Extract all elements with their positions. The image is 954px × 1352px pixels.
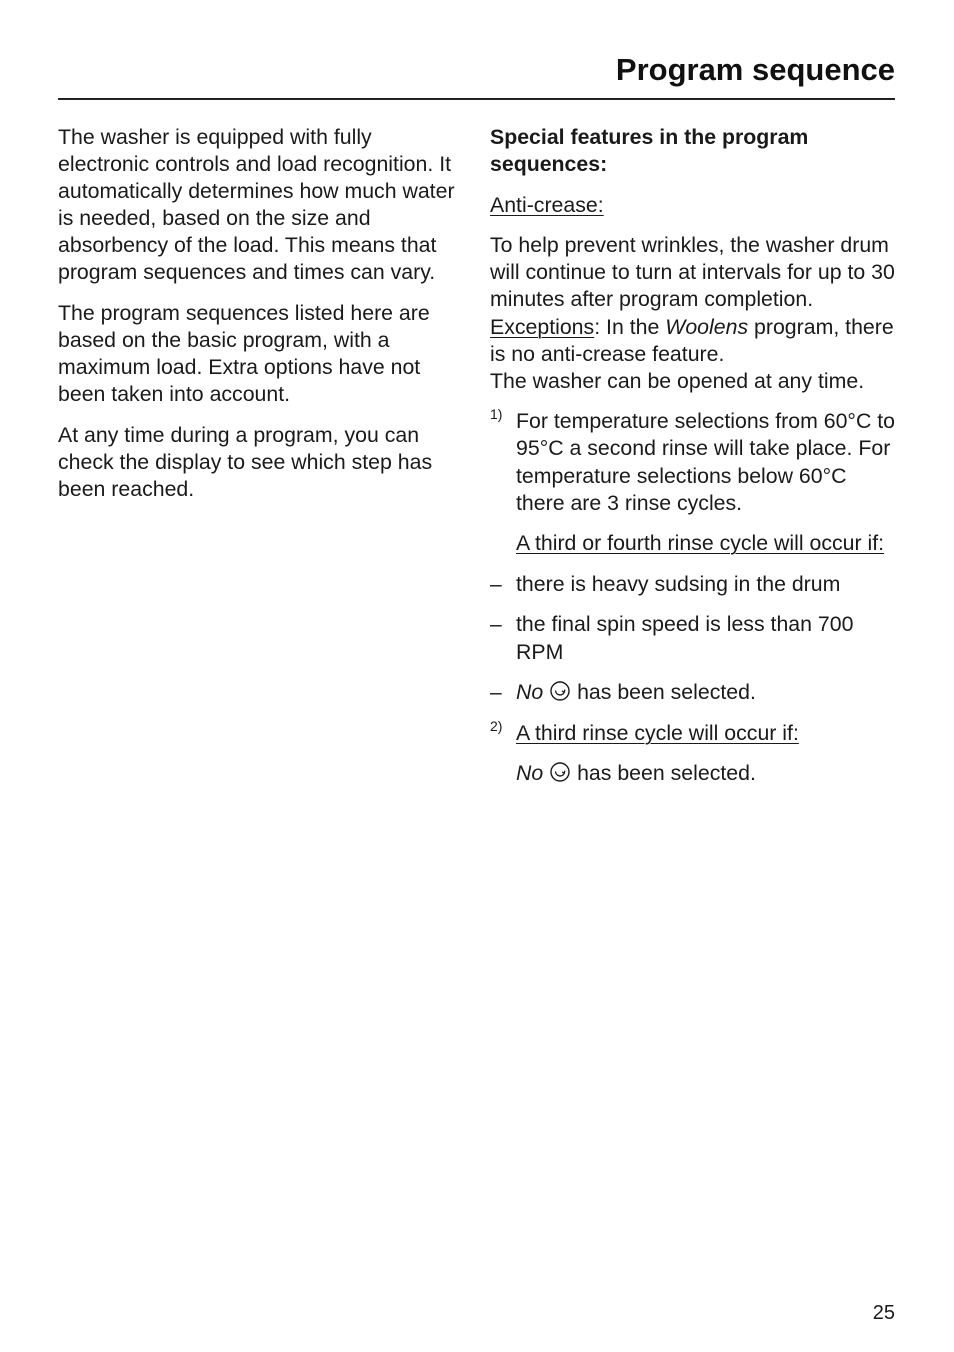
page-title: Program sequence xyxy=(615,52,895,87)
dash-marker: – xyxy=(490,681,502,705)
footnote-1-marker: 1) xyxy=(490,406,503,423)
footnote-1 xyxy=(490,408,900,516)
display-paragraph: At any time during a program, you can check the display to see which step has been reached. xyxy=(58,422,433,502)
footnote-1-condition xyxy=(490,530,900,557)
basis-paragraph: The program sequences listed here are based on the basic program, with a maximum load. Extra options have not been taken into account. xyxy=(58,301,430,407)
dash-marker: – xyxy=(490,572,502,596)
left-column xyxy=(58,124,464,517)
woolens-program-name: Woolens xyxy=(665,314,749,339)
footnote-2-condition-text: A third rinse cycle will occur if: xyxy=(516,720,799,745)
special-features-heading: Special features in the program sequences: xyxy=(490,125,809,177)
page-number: 25 xyxy=(872,1302,895,1324)
title-divider xyxy=(58,98,895,100)
no-word: No xyxy=(516,680,544,705)
exceptions-text: : In the xyxy=(594,314,660,339)
footnote-2 xyxy=(490,717,900,747)
open-anytime-text: The washer can be opened at any time. xyxy=(490,368,865,393)
footnote-1-text: For temperature selections from 60°C to 95°C a second rinse will take place. For temperature selections below 60°C there are 3 rinse cycles. xyxy=(516,409,895,515)
anti-crease-text: To help prevent wrinkles, the washer drum will continue to turn at intervals for up to 30 minutes after program completion. xyxy=(490,233,895,312)
spin-icon xyxy=(549,761,571,783)
condition-spin-speed: the final spin speed is less than 700 RPM xyxy=(516,612,854,664)
anti-crease-label: Anti-crease: xyxy=(490,192,604,217)
condition-sudsing: there is heavy sudsing in the drum xyxy=(516,571,841,596)
no-word: No xyxy=(516,761,544,786)
list-item xyxy=(490,679,900,706)
exceptions-label: Exceptions xyxy=(490,314,595,339)
selected-text: has been selected. xyxy=(577,761,756,786)
footnote-2-marker: 2) xyxy=(490,717,503,734)
dash-marker: – xyxy=(490,613,502,637)
spin-icon xyxy=(549,680,571,702)
no-anti-crease-text: program, there is no anti-crease feature. xyxy=(490,314,894,366)
selected-text: has been selected. xyxy=(577,680,756,705)
intro-paragraph: The washer is equipped with fully electronic controls and load recognition. It automatically determines how much water is needed, based on the size and absorbency of the load. This means that program sequences and times can vary. xyxy=(58,125,455,285)
list-item xyxy=(490,571,900,598)
anti-crease-paragraph xyxy=(490,232,900,395)
footnote-2-detail xyxy=(490,760,900,787)
list-item xyxy=(490,611,900,665)
footnote-1-condition-text: A third or fourth rinse cycle will occur if: xyxy=(516,531,885,556)
right-column xyxy=(490,124,900,801)
